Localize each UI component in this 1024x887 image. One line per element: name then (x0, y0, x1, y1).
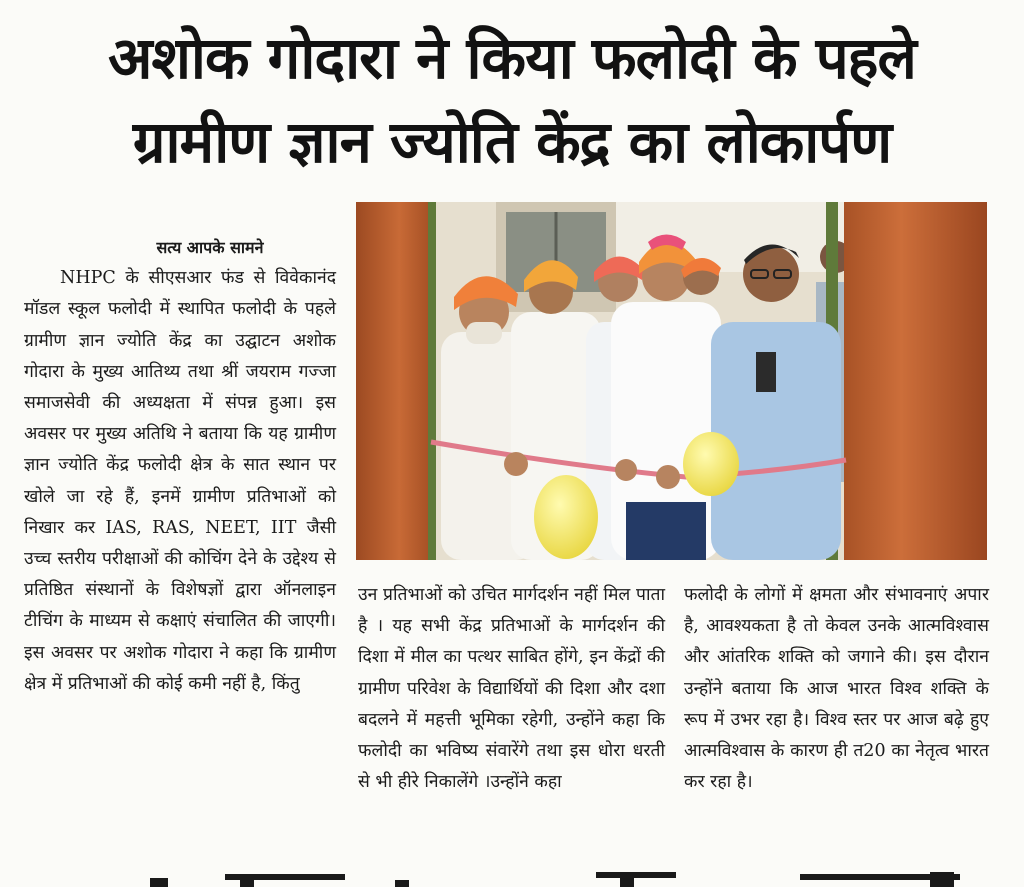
article-paragraph-3: फलोदी के लोगों में क्षमता और संभावनाएं अपार है, आवश्यकता है तो केवल उनके आत्मविश्वास और आंतरिक शक्ति को जगाने की। इस दौरान उन्होंने बताया कि आज भारत विश्व शक्ति के रूप में उभर रहा है। विश्व स्तर पर आज बढ़े हुए आत्मविश्वास के कारण ही त20 का नेतृत्व भारत कर रहा है। (684, 585, 989, 793)
article-paragraph-2: उन प्रतिभाओं को उचित मार्गदर्शन नहीं मिल पाता है । यह सभी केंद्र प्रतिभाओं के मार्गदर्शन की दिशा में मील का पत्थर साबित होंगे, इन केंद्रों की ग्रामीण परिवेश के विद्यार्थियों की दिशा और दशा बदलने में महत्ती भूमिका रहेगी, उन्होंने कहा कि फलोदी का भविष्य संवारेंगे तथा इस धोरा धरती से भी हीरे निकालेंगे ।उन्होंने कहा (358, 585, 665, 793)
next-headline-fragment (0, 872, 1024, 887)
article-column-1 (24, 232, 336, 700)
article-paragraph-1: NHPC के सीएसआर फंड से विवेकानंद मॉडल स्कूल फलोदी में स्थापित फलोदी के पहले ग्रामीण ज्ञान ज्योति केंद्र का उद्घाटन अशोक गोदारा के मुख्य आतिथ्य तथा श्रीं जयराम गज्जा समाजसेवी की अध्यक्षता में संपन्न हुआ। इस अवसर पर मुख्य अतिथि ने बताया कि यह ग्रामीण ज्ञान ज्योति केंद्र फलोदी क्षेत्र के सात स्थान पर खोले जा रहे हैं, इनमें ग्रामीण प्रतिभाओं को निखार कर IAS, RAS, NEET, IIT जैसी उच्च स्तरीय परीक्षाओं की कोचिंग देने के उद्देश्य से प्रतिष्ठित संस्थानों के विशेषज्ञों द्वारा ऑनलाइन टीचिंग के माध्यम से कक्षाएं संचालित की जाएगी। इस अवसर पर अशोक गोदारा ने कहा कि ग्रामीण क्षेत्र में प्रतिभाओं की कोई कमी नहीं है, किंतु (24, 268, 336, 694)
headline-line-2: ग्रामीण ज्ञान ज्योति केंद्र का लोकार्पण (132, 108, 892, 176)
cropped-text-tops (0, 872, 1024, 887)
article-column-2 (358, 580, 665, 798)
headline-line-1: अशोक गोदारा ने किया फलोदी के पहले (108, 24, 916, 92)
byline: सत्य आपके सामने (156, 238, 264, 257)
ribbon-cutting-photo-illustration (356, 202, 987, 560)
event-photo (356, 202, 987, 560)
article-column-3 (684, 580, 989, 798)
